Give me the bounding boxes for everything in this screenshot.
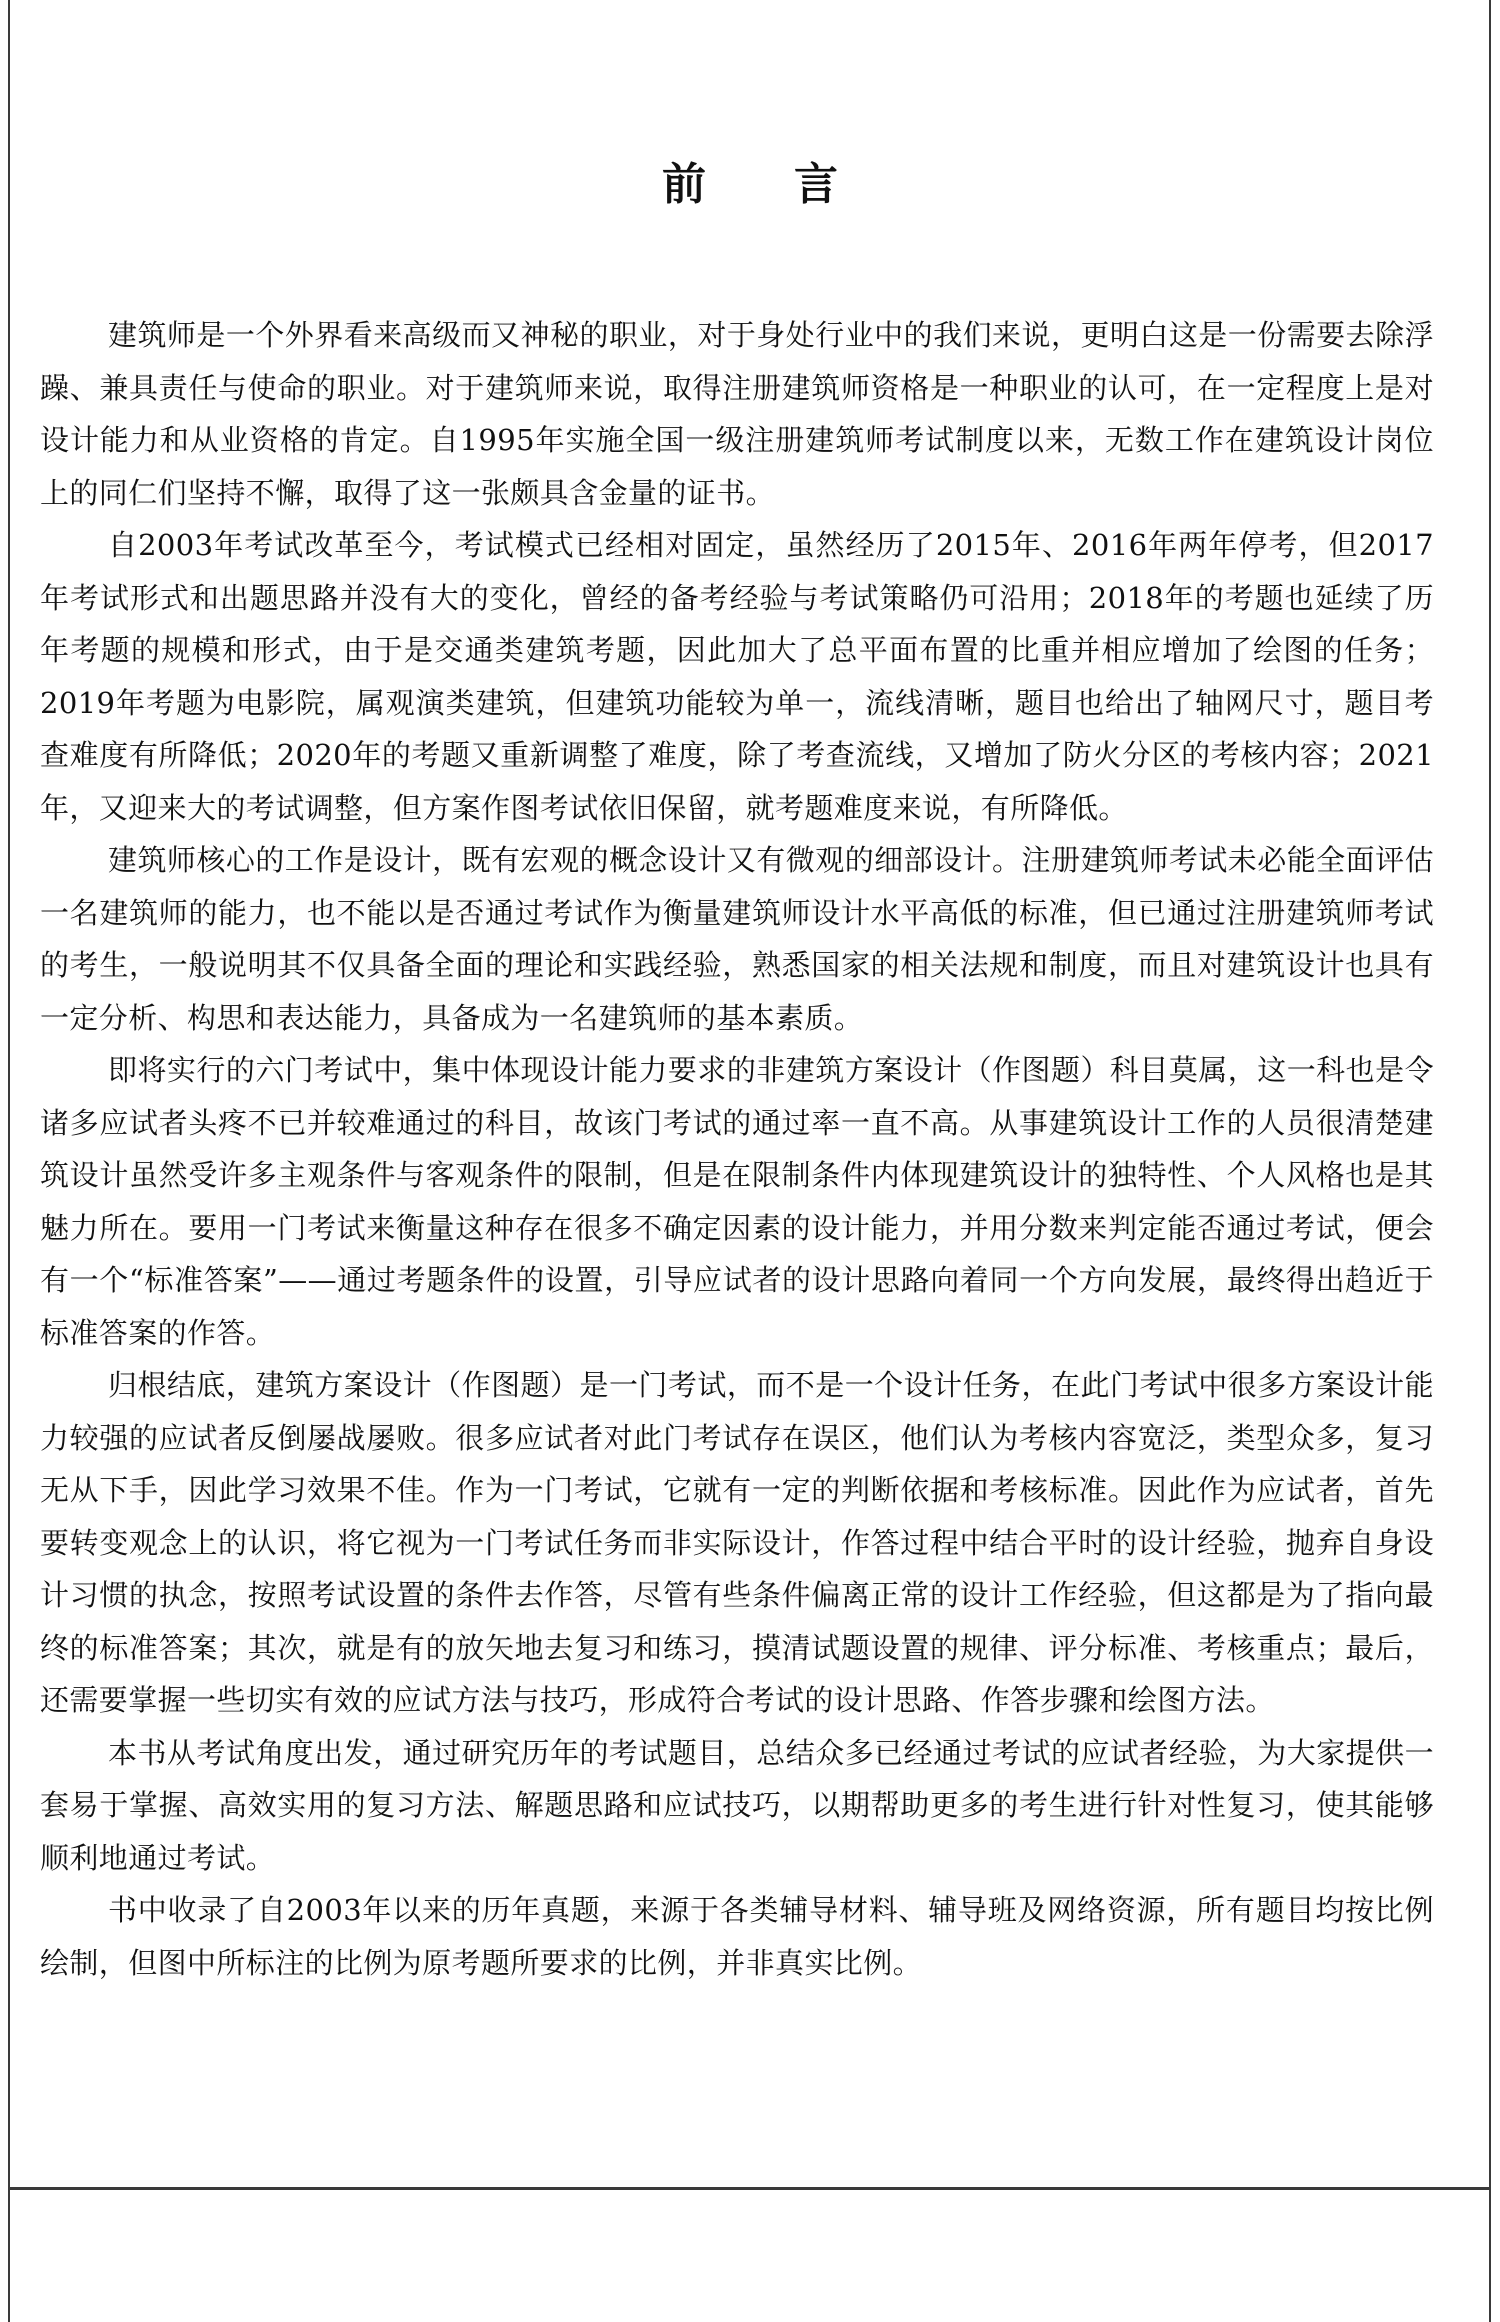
page-border-left [8,0,10,2322]
paragraph-3: 建筑师核心的工作是设计，既有宏观的概念设计又有微观的细部设计。注册建筑师考试未必能全面评估一名建筑师的能力，也不能以是否通过考试作为衡量建筑师设计水平高低的标准，但已通过注册建筑师考试的考生，一般说明其不仅具备全面的理论和实践经验，熟悉国家的相关法规和制度，而且对建筑设计也具有一定分析、构思和表达能力，具备成为一名建筑师的基本素质。 [40,843,1434,1035]
page-divider [8,2187,1491,2190]
paragraph-2: 自2003年考试改革至今，考试模式已经相对固定，虽然经历了2015年、2016年两年停考，但2017年考试形式和出题思路并没有大的变化，曾经的备考经验与考试策略仍可沿用；2018年的考题也延续了历年考题的规模和形式，由于是交通类建筑考题，因此加大了总平面布置的比重并相应增加了绘图的任务；2019年考题为电影院，属观演类建筑，但建筑功能较为单一，流线清晰，题目也给出了轴网尺寸，题目考查难度有所降低；2020年的考题又重新调整了难度，除了考查流线，又增加了防火分区的考核内容；2021年，又迎来大的考试调整，但方案作图考试依旧保留，就考题难度来说，有所降低。 [40,528,1434,825]
page-title: 前言 [662,159,926,210]
paragraph-4: 即将实行的六门考试中，集中体现设计能力要求的非建筑方案设计（作图题）科目莫属，这一科也是令诸多应试者头疼不已并较难通过的科目，故该门考试的通过率一直不高。从事建筑设计工作的人员很清楚建筑设计虽然受许多主观条件与客观条件的限制，但是在限制条件内体现建筑设计的独特性、个人风格也是其魅力所在。要用一门考试来衡量这种存在很多不确定因素的设计能力，并用分数来判定能否通过考试，便会有一个“标准答案”——通过考题条件的设置，引导应试者的设计思路向着同一个方向发展，最终得出趋近于标准答案的作答。 [40,1053,1434,1350]
page-border-right [1489,0,1491,2322]
preface-body [40,309,1434,1989]
paragraph-1: 建筑师是一个外界看来高级而又神秘的职业，对于身处行业中的我们来说，更明白这是一份需要去除浮躁、兼具责任与使命的职业。对于建筑师来说，取得注册建筑师资格是一种职业的认可，在一定程度上是对设计能力和从业资格的肯定。自1995年实施全国一级注册建筑师考试制度以来，无数工作在建筑设计岗位上的同仁们坚持不懈，取得了这一张颇具含金量的证书。 [40,318,1434,510]
paragraph-7: 书中收录了自2003年以来的历年真题，来源于各类辅导材料、辅导班及网络资源，所有题目均按比例绘制，但图中所标注的比例为原考题所要求的比例，并非真实比例。 [40,1893,1434,1980]
paragraph-6: 本书从考试角度出发，通过研究历年的考试题目，总结众多已经通过考试的应试者经验，为大家提供一套易于掌握、高效实用的复习方法、解题思路和应试技巧，以期帮助更多的考生进行针对性复习，使其能够顺利地通过考试。 [40,1735,1434,1875]
paragraph-5: 归根结底，建筑方案设计（作图题）是一门考试，而不是一个设计任务，在此门考试中很多方案设计能力较强的应试者反倒屡战屡败。很多应试者对此门考试存在误区，他们认为考核内容宽泛，类型众多，复习无从下手，因此学习效果不佳。作为一门考试，它就有一定的判断依据和考核标准。因此作为应试者，首先要转变观念上的认识，将它视为一门考试任务而非实际设计，作答过程中结合平时的设计经验，抛弃自身设计习惯的执念，按照考试设置的条件去作答，尽管有些条件偏离正常的设计工作经验，但这都是为了指向最终的标准答案；其次，就是有的放矢地去复习和练习，摸清试题设置的规律、评分标准、考核重点；最后，还需要掌握一些切实有效的应试方法与技巧，形成符合考试的设计思路、作答步骤和绘图方法。 [40,1368,1434,1717]
